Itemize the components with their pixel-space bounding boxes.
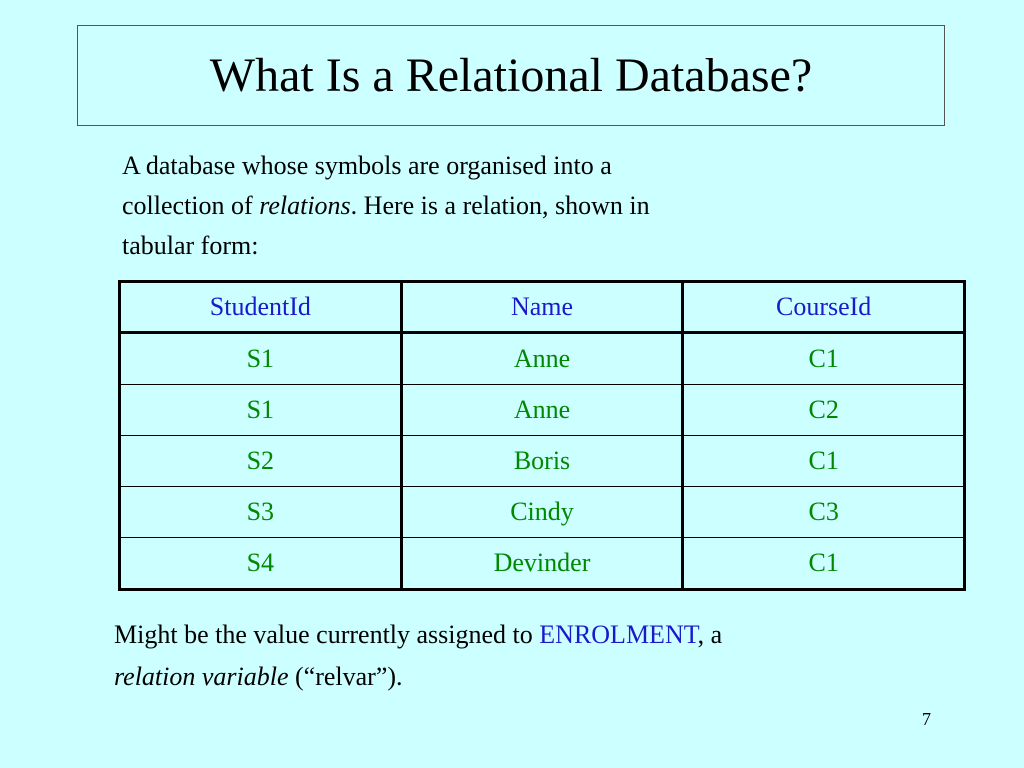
- footer-line-1-end: , a: [697, 620, 723, 649]
- cell-studentid: S4: [120, 538, 402, 590]
- table-row: [120, 333, 965, 385]
- enrolment-variable: ENROLMENT: [539, 620, 698, 649]
- cell-courseid: C3: [683, 487, 965, 538]
- intro-line-2-end: . Here is a relation, shown in: [350, 191, 650, 220]
- column-header-name: Name: [401, 282, 683, 333]
- table-row: [120, 436, 965, 487]
- cell-name: Devinder: [401, 538, 683, 590]
- footer-paragraph: [114, 614, 974, 698]
- slide-title: What Is a Relational Database?: [209, 48, 813, 102]
- footer-line-1: [114, 614, 974, 656]
- footer-line-2-end: (“relvar”).: [288, 662, 403, 691]
- footer-line-1-start: Might be the value currently assigned to: [114, 620, 540, 649]
- table-header-row: [120, 282, 965, 333]
- cell-name: Cindy: [401, 487, 683, 538]
- cell-courseid: C1: [683, 436, 965, 487]
- footer-line-2: [114, 656, 974, 698]
- table-row: [120, 538, 965, 590]
- cell-studentid: S2: [120, 436, 402, 487]
- relation-variable-term: relation variable: [114, 662, 289, 691]
- page-number: 7: [922, 709, 931, 729]
- table-row: [120, 385, 965, 436]
- cell-name: Boris: [401, 436, 683, 487]
- column-header-courseid: CourseId: [683, 282, 965, 333]
- intro-line-3: tabular form:: [122, 231, 259, 260]
- cell-studentid: S3: [120, 487, 402, 538]
- relations-term: relations: [259, 191, 351, 220]
- title-box: [77, 25, 945, 126]
- cell-studentid: S1: [120, 385, 402, 436]
- column-header-studentid: StudentId: [120, 282, 402, 333]
- cell-courseid: C1: [683, 333, 965, 385]
- intro-line-2: [122, 186, 842, 226]
- intro-line-2-start: collection of: [122, 191, 260, 220]
- relation-table: [118, 280, 966, 591]
- table-row: [120, 487, 965, 538]
- intro-line-1: A database whose symbols are organised into a: [122, 151, 612, 180]
- intro-paragraph: [122, 146, 842, 266]
- cell-courseid: C2: [683, 385, 965, 436]
- cell-name: Anne: [401, 333, 683, 385]
- cell-studentid: S1: [120, 333, 402, 385]
- cell-name: Anne: [401, 385, 683, 436]
- cell-courseid: C1: [683, 538, 965, 590]
